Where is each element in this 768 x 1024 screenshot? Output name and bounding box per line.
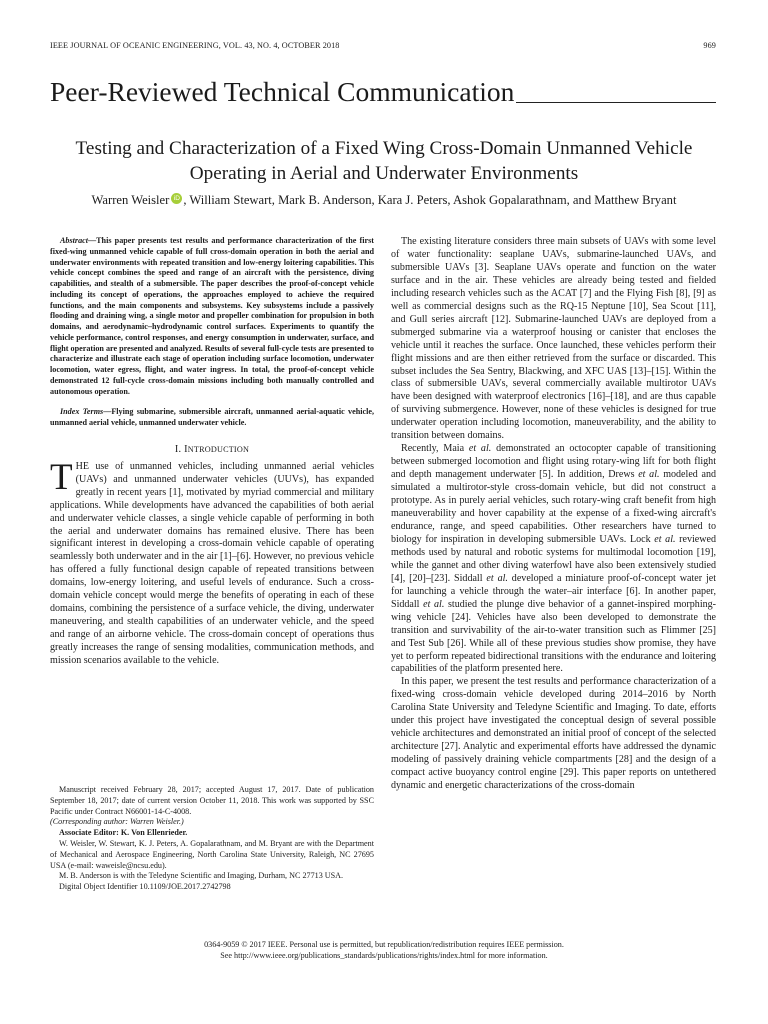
introduction-heading xyxy=(50,444,374,455)
intro-text: HE use of unmanned vehicles, including unmanned aerial vehicles (UAVs) and unmanned underwater vehicles (UUVs), has expanded greatly in recent years [1], motivated by myriad commercial and military applications. While developments have advanced the capabilities of both aerial and underwater vehicle classes, a single vehicle capable of performing in both the aerial and underwater domains has remained elusive. There has been significant interest in developing a cross-domain vehicle capable of operating seamlessly both underwater and in the air [1]–[6]. However, no previous vehicle has offered a fully functional design capable of repeated transitions between domains, low-energy loitering, and useful levels of endurance. Such a cross-domain vehicle concept would merge the benefits of operating in each of these domains, combining the persistence of a surface vehicle, the diving, underwater maneuvering, and stealth capabilities of an underwater vehicle, and the speed and range of an airborne vehicle. The cross-domain concept of operations thus greatly increases the range of sensing modalities, communication methods, and mission scenarios available to the vehicle. xyxy=(50,460,374,667)
index-terms-label: Index Terms xyxy=(60,407,104,417)
abstract-label: Abstract xyxy=(60,236,88,245)
paper-title-line-2: Operating in Aerial and Underwater Environments xyxy=(189,162,579,184)
intro-paragraph xyxy=(50,456,374,668)
footnote-affiliation-2: M. B. Anderson is with the Teledyne Scientific and Imaging, Durham, NC 27713 USA. xyxy=(59,871,344,881)
running-head xyxy=(50,41,716,50)
et-al: et al. xyxy=(638,469,660,481)
copyright-line-2[interactable]: See http://www.ieee.org/publications_standards/publications/rights/index.html for more information. xyxy=(220,950,548,960)
heading-number: I. xyxy=(174,443,185,455)
footnote-received: Manuscript received February 28, 2017; accepted August 17, 2017. Date of publication September 18, 2017; date of current version October 11, 2018. This work was supported by SSC Pacific under Contract N66001-14-C-4008. xyxy=(50,785,374,816)
abstract xyxy=(50,236,374,397)
footnote-corresponding: (Corresponding author: Warren Weisler.) xyxy=(50,817,184,827)
text-run: studied the plunge dive behavior of a gannet-inspired morphing-wing vehicle [24]. Vehicles have also been developed to demonstrate the transition and survivability of the air-to-water transition such as Flimmer [25] and Test Sub [26]. While all of these previous studies show promise, they have yet to perform repeated bidirectional transitions with the endurance and loitering capabilities of the platform presented here. xyxy=(391,598,717,675)
drop-cap: T xyxy=(50,456,73,498)
et-al: et al. xyxy=(468,443,492,455)
footnotes xyxy=(50,785,374,893)
copyright-notice xyxy=(40,940,728,962)
right-column xyxy=(391,236,716,793)
right-paragraph-3: In this paper, we present the test results and performance characterization of a fixed-wing cross-domain vehicle developed during 2014–2016 by North Carolina State University and Teledyne Scientific and Imaging. To date, efforts under this project have investigated the conceptual design of several possible vehicle architectures and demonstrated an initial proof of concept of the selected architecture [27]. Analytic and experimental efforts have addressed the dynamic modeling of passively draining vehicle compartments [28] and the design of a compact active buoyancy control engine [29]. This paper reports on untethered dynamic and energetic characterizations of the cross-domain xyxy=(391,676,716,792)
authors xyxy=(40,193,728,208)
paper-title xyxy=(40,137,728,186)
copyright-line-1: 0364-9059 © 2017 IEEE. Personal use is permitted, but republication/redistribution requires IEEE permission. xyxy=(204,940,564,949)
footnote-editor: Associate Editor: K. Von Ellenrieder. xyxy=(59,828,188,838)
text-run: demonstrated an octocopter capable of transitioning between submerged locomotion and flight using rotary-wing lift for both flight and depth management underwater [5]. In addition, Drews xyxy=(391,443,717,481)
author-first: Warren Weisler xyxy=(91,193,170,207)
section-title xyxy=(50,76,716,110)
text-run: developed a miniature proof-of-concept water jet for launching a vehicle through the water–air interface [6]. In another paper, Siddall xyxy=(391,572,716,610)
orcid-icon[interactable]: iD xyxy=(171,193,182,204)
author-rest: , William Stewart, Mark B. Anderson, Kara J. Peters, Ashok Gopalarathnam, and Matthew Bryant xyxy=(183,193,677,207)
abstract-text: —This paper presents test results and performance characterization of the first fixed-wing unmanned vehicle capable of full cross-domain operation in both the aerial and underwater environments with repeated transition and low-energy loitering capabilities. This vehicle concept combines the speed and range of an aircraft with the persistence, diving capabilities, and stealth of a submersible. The paper describes the proof-of-concept vehicle including its concept of operations, the approaches employed to achieve the required functions, and the main components and subsystems. Key subsystems include a passively flooding and draining wing, a single motor and propeller combination for propulsion in both domains, and aerodynamic–hydrodynamic control surfaces. Experiments to quantify the vehicle performance, control responses, and energy consumption in underwater, surface, and flight operation are presented and analyzed. Results of several full-cycle tests are presented to characterize and illustrate each stage of operation including surface locomotion, underwater locomotion, water egress, flight, and water ingress. In total, the proof-of-concept vehicle demonstrated 12 full-cycle cross-domain missions including both manually controlled and autonomous operation. xyxy=(50,236,374,396)
footnote-affiliation-1: W. Weisler, W. Stewart, K. J. Peters, A. Gopalarathnam, and M. Bryant are with the Department of Mechanical and Aerospace Engineering, North Carolina State University, Raleigh, NC 27695 USA (e-mail: waweisle@ncsu.edu). xyxy=(50,838,374,870)
journal-name: IEEE JOURNAL OF OCEANIC ENGINEERING, VOL. 43, NO. 4, OCTOBER 2018 xyxy=(50,41,340,50)
text-run: modeled and simulated a multirotor-style cross-domain vehicle, but did not construct a prototype. As in purely aerial vehicles, such rotary-wing craft benefit from high maneuverability and hover capability at the expense of a fixed-wing aircraft's endurance, range, and speed capabilities. Other researchers have turned to biology for inspiration in developing submersible UAVs. Lock xyxy=(391,469,717,545)
right-paragraph-1: The existing literature considers three main subsets of UAVs with some level of water functionality: seaplane UAVs, submarine-launched UAVs, and submersible UAVs [3]. Seaplane UAVs operate and function on the water surface and in the air. These vehicles are already being tested and fielded including research vehicles such as the ACAT [7] and the Flying Fish [8], [9] as well as commercial designs such as the RQ-15 Neptune [10], Sea Scout [11], and Gull series aircraft [12]. Submarine-launched UAVs are deployed from a submerged submarine via a waterproof housing or canister that encloses the vehicle until it reaches the surface. Once launched, these vehicles perform their flight missions and are then either retrieved from the surface or discarded. This subset includes the Sea Sentry, Blackwing, and XFC UAS [13]–[15]. Within the class of submersible UAVs, several commercially available multirotor UAVs have been designed with waterproof electronics [16]–[18], and are thus capable of surviving submergence. However, none of these vehicles is designed for true underwater operation including locomotion, maneuverability, and the ability to transition between domains. xyxy=(391,236,716,442)
et-al: et al. xyxy=(654,533,676,545)
heading-first-letter: I xyxy=(184,443,188,455)
et-al: et al. xyxy=(423,598,445,610)
heading-rest: NTRODUCTION xyxy=(187,444,250,454)
text-run: reviewed methods used by natural and robotic systems for multimodal locomotion [19], while the gannet and other diving waterfowl have also been extensively studied [4], [20]–[23]. Siddall xyxy=(391,533,716,584)
index-terms-text: —Flying submarine, submersible aircraft, unmanned aerial-aquatic vehicle, unmanned aerial vehicle, unmanned underwater vehicle. xyxy=(50,407,374,427)
text-run: Recently, Maia xyxy=(401,443,469,455)
right-paragraph-2 xyxy=(391,443,716,676)
page-number: 969 xyxy=(703,41,716,50)
index-terms xyxy=(50,407,374,429)
section-title-text: Peer-Reviewed Technical Communication xyxy=(50,76,515,107)
paper-title-line-1: Testing and Characterization of a Fixed Wing Cross-Domain Unmanned Vehicle xyxy=(75,138,693,159)
left-column xyxy=(50,236,374,668)
footnote-doi: Digital Object Identifier 10.1109/JOE.2017.2742798 xyxy=(59,882,231,892)
et-al: et al. xyxy=(486,572,508,584)
